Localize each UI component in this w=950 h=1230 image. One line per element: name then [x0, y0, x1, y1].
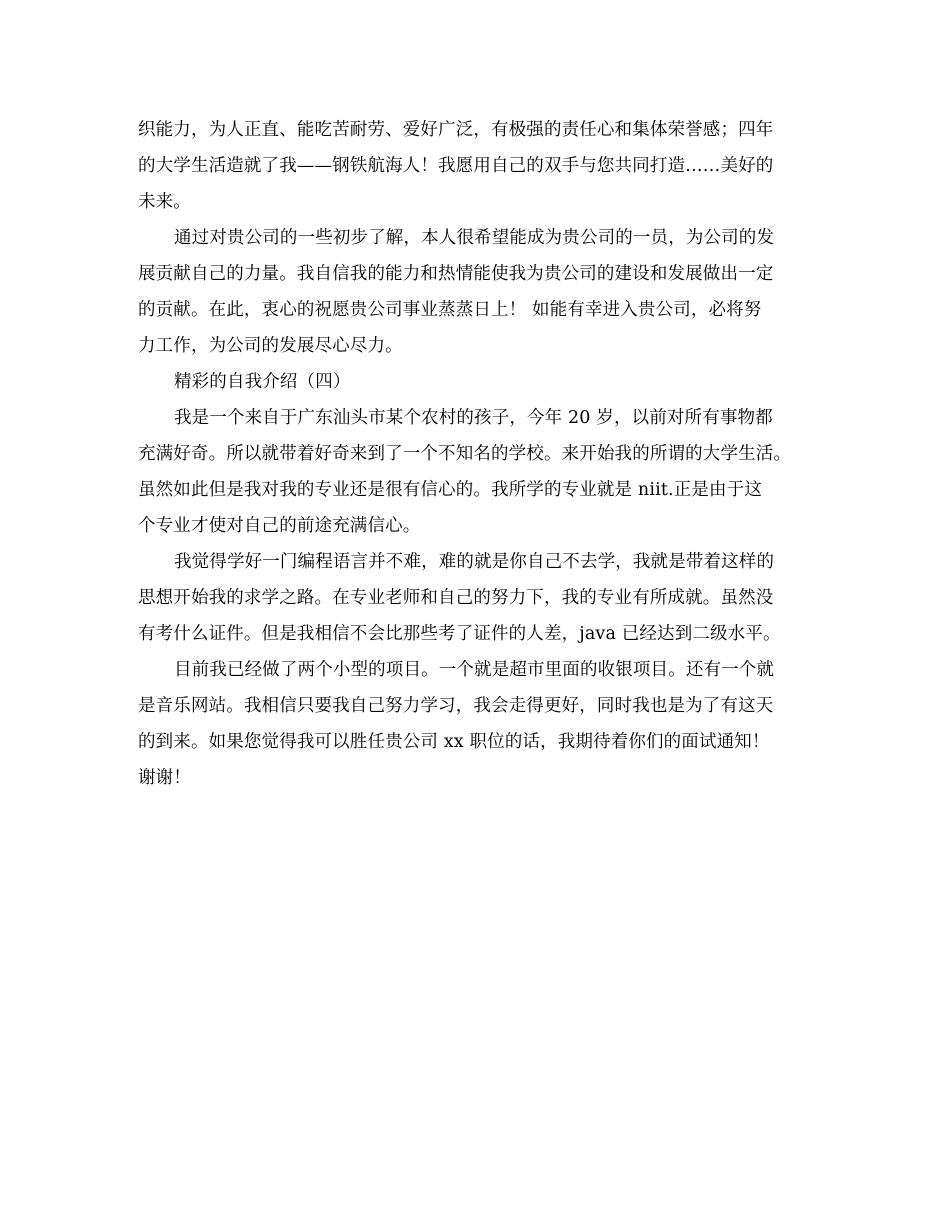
text-line: 思想开始我的求学之路。在专业老师和自己的努力下，我的专业有所成就。虽然没 — [138, 588, 774, 608]
text-line: 充满好奇。所以就带着好奇来到了一个不知名的学校。来开始我的所谓的大学生活。 — [138, 444, 792, 464]
paragraph-first-line: 通过对贵公司的一些初步了解，本人很希望能成为贵公司的一员，为公司的发 — [174, 228, 775, 248]
text-line: 织能力，为人正直、能吃苦耐劳、爱好广泛，有极强的责任心和集体荣誉感；四年 — [138, 120, 774, 140]
text-line: 展贡献自己的力量。我自信我的能力和热情能使我为贵公司的建设和发展做出一定 — [138, 264, 774, 284]
section-heading: 精彩的自我介绍（四） — [174, 372, 351, 392]
closing-line: 谢谢！ — [138, 768, 191, 788]
text-line: 虽然如此但是我对我的专业还是很有信心的。我所学的专业就是 niit.正是由于这 — [138, 480, 762, 500]
paragraph-first-line: 我是一个来自于广东汕头市某个农村的孩子，今年 20 岁，以前对所有事物都 — [174, 408, 773, 428]
text-line: 的贡献。在此，衷心的祝愿贵公司事业蒸蒸日上！ 如能有幸进入贵公司，必将努 — [138, 300, 762, 320]
text-line: 力工作，为公司的发展尽心尽力。 — [138, 336, 403, 356]
paragraph-first-line: 我觉得学好一门编程语言并不难，难的就是你自己不去学，我就是带着这样的 — [174, 552, 775, 572]
text-line: 的大学生活造就了我——钢铁航海人！我愿用自己的双手与您共同打造……美好的 — [138, 156, 774, 176]
text-line: 有考什么证件。但是我相信不会比那些考了证件的人差，java 已经达到二级水平。 — [138, 624, 781, 644]
document-body — [138, 112, 828, 796]
text-line: 个专业才使对自己的前途充满信心。 — [138, 516, 421, 536]
text-line: 未来。 — [138, 192, 191, 212]
text-line: 是音乐网站。我相信只要我自己努力学习，我会走得更好，同时我也是为了有这天 — [138, 696, 774, 716]
text-line: 的到来。如果您觉得我可以胜任贵公司 xx 职位的话，我期待着你们的面试通知！ — [138, 732, 770, 752]
paragraph-first-line: 目前我已经做了两个小型的项目。一个就是超市里面的收银项目。还有一个就 — [174, 660, 775, 680]
